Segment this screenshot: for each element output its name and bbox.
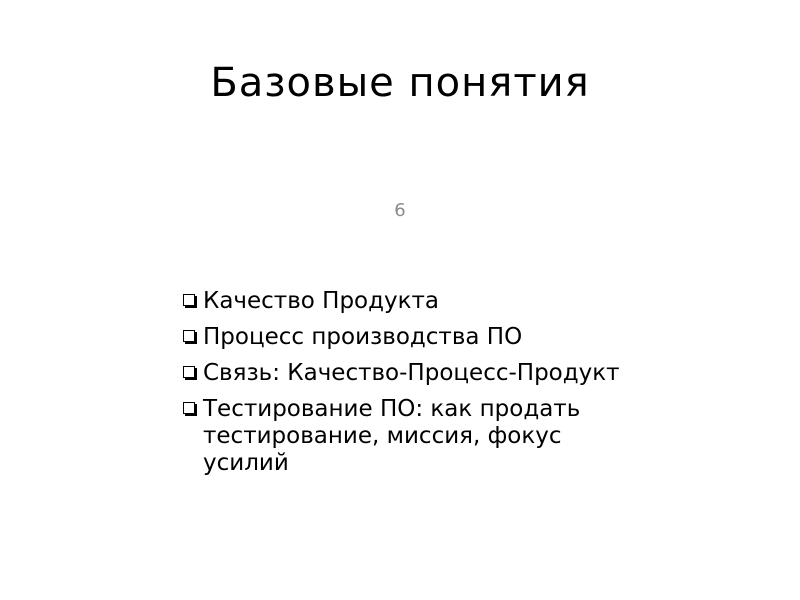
bullet-text: Качество Продукта [203, 288, 440, 314]
bullet-text: Связь: Качество-Процесс-Продукт [203, 360, 620, 386]
checkbox-square-icon [183, 366, 195, 378]
bullet-item [183, 360, 653, 387]
bullet-text: Тестирование ПО: как продать тестирование, миссия, фокус усилий [203, 396, 581, 476]
bullet-list [183, 288, 653, 486]
bullet-item [183, 324, 653, 351]
bullet-item [183, 288, 653, 315]
bullet-item [183, 396, 653, 477]
checkbox-square-icon [183, 294, 195, 306]
page-number: 6 [394, 200, 406, 221]
slide-title: Базовые понятия [210, 60, 590, 106]
bullet-text: Процесс производства ПО [203, 324, 523, 350]
checkbox-square-icon [183, 402, 195, 414]
checkbox-square-icon [183, 330, 195, 342]
